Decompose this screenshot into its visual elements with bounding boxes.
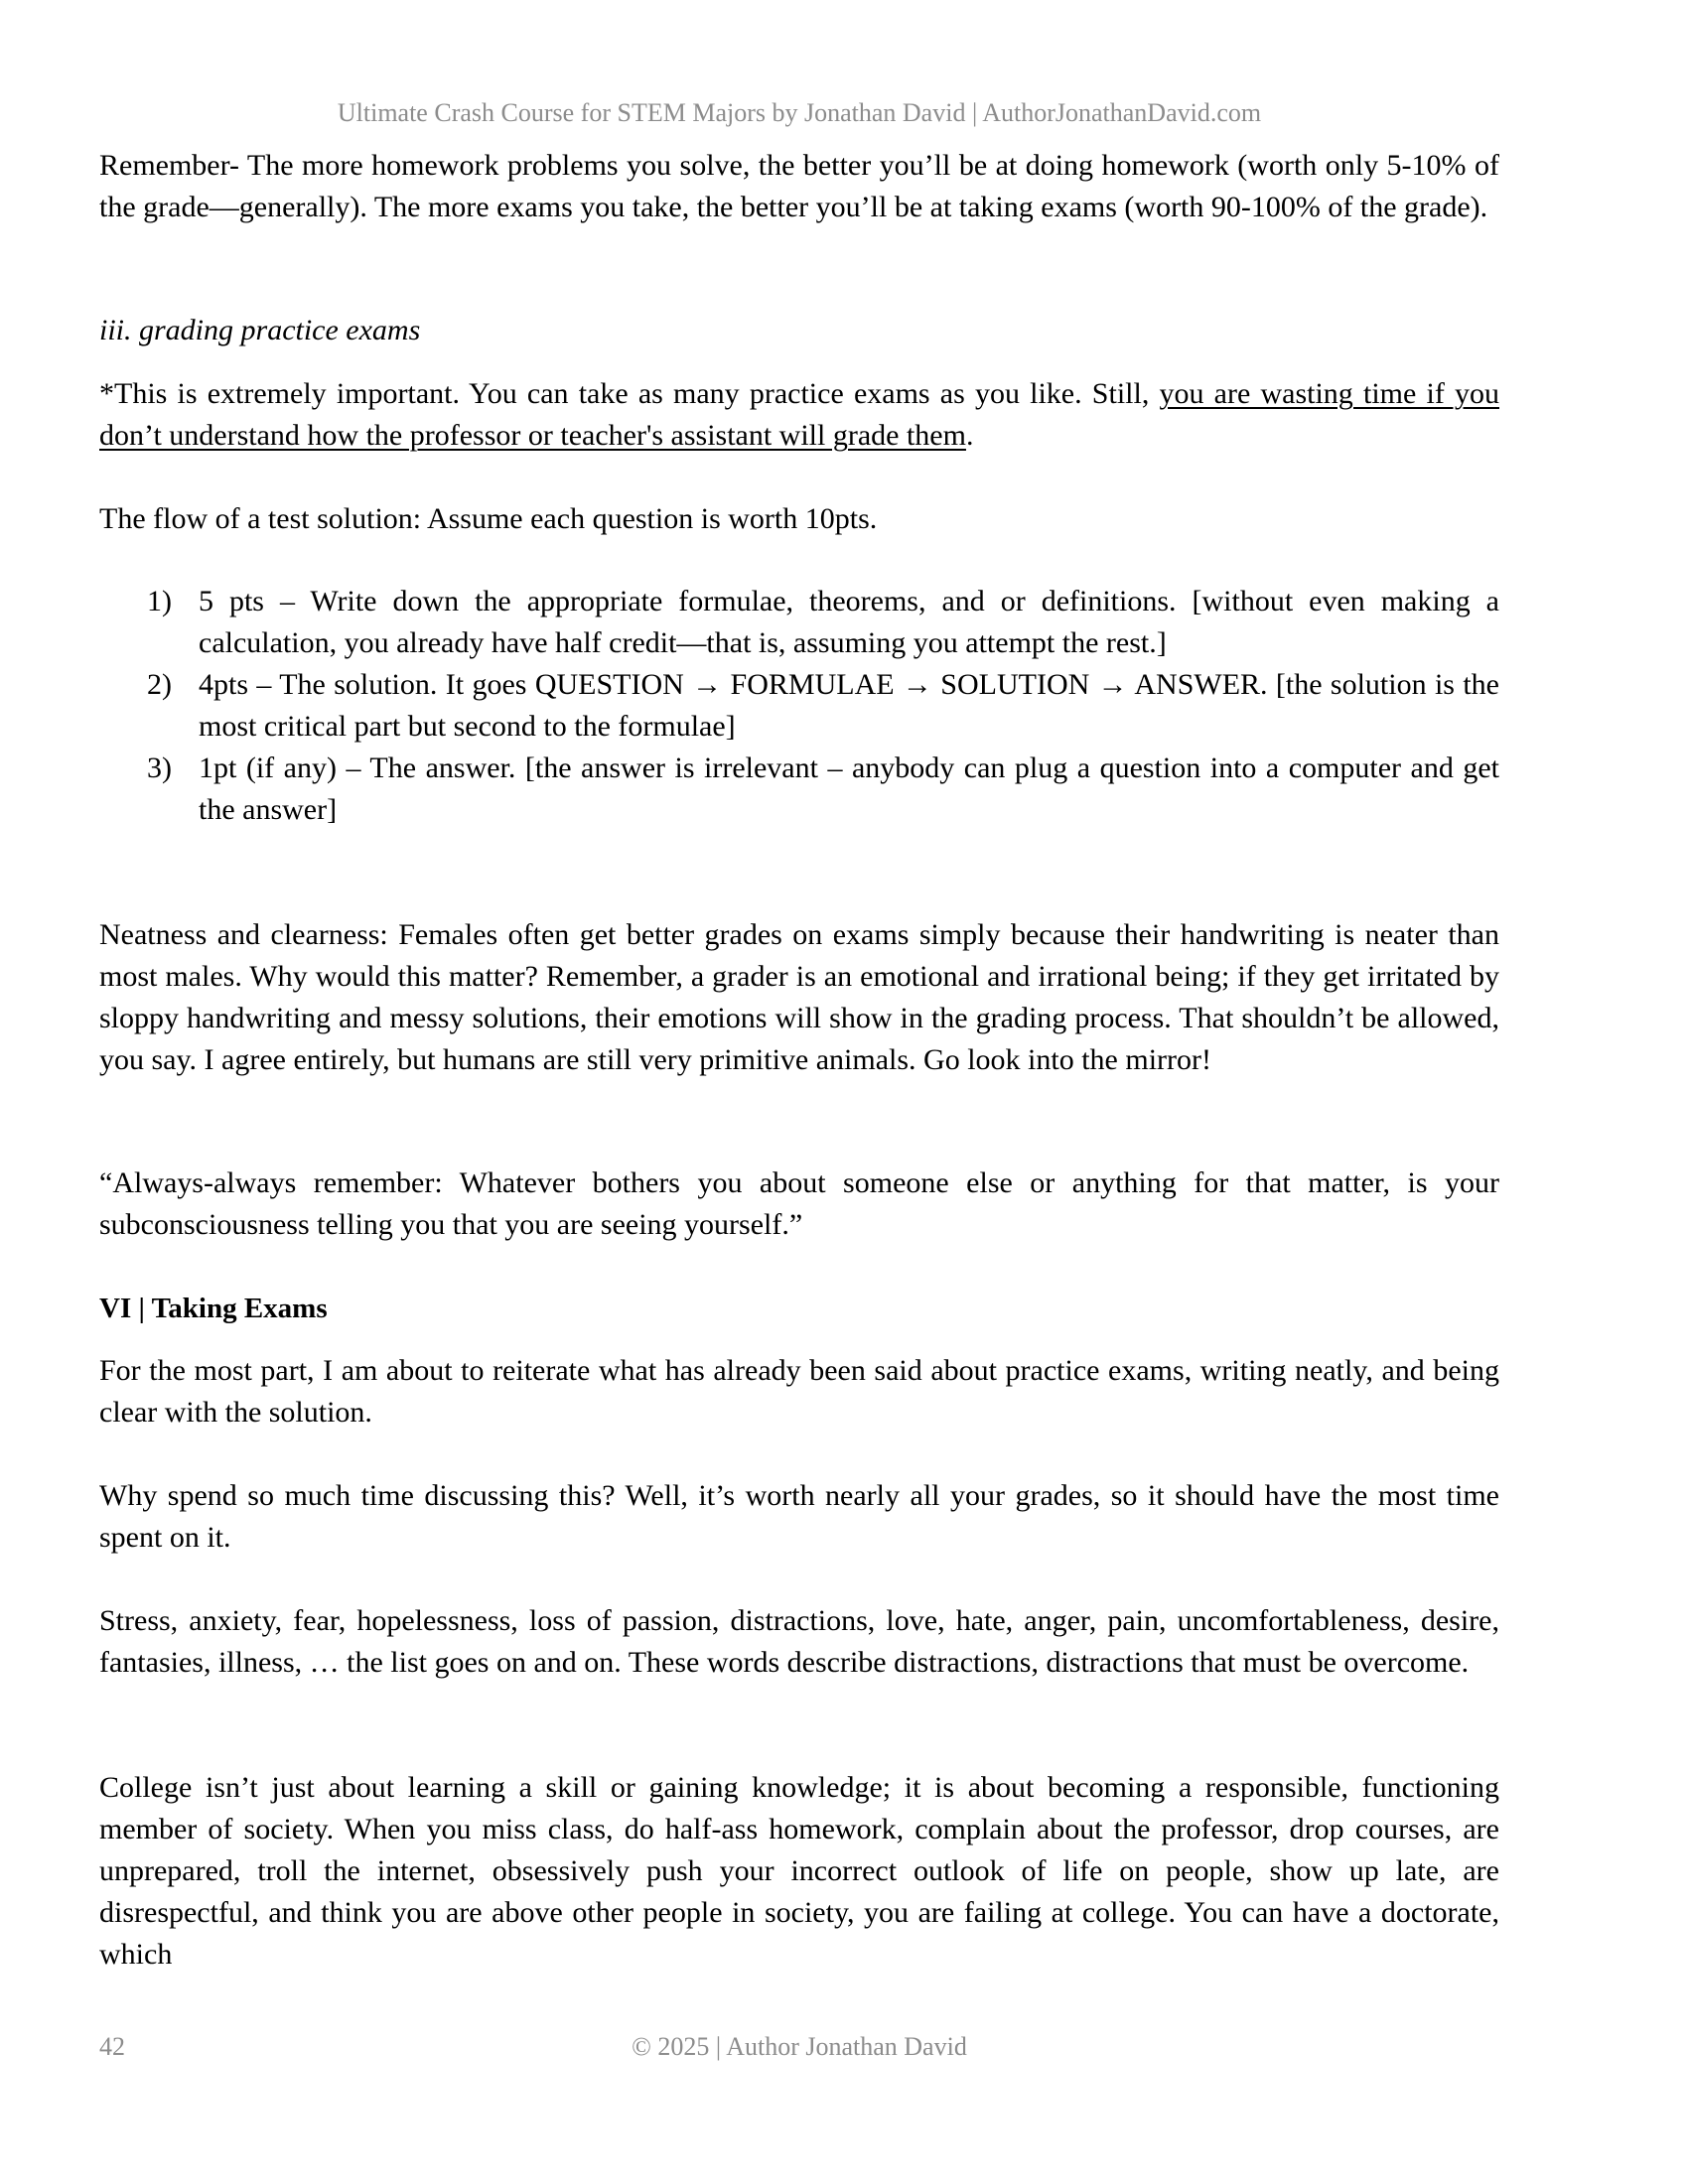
flow-intro: The flow of a test solution: Assume each question is worth 10pts. bbox=[99, 502, 878, 535]
neatness-paragraph bbox=[99, 914, 1499, 1081]
remember-paragraph-text: Remember- The more homework problems you solve, the better you’ll be at doing homework (worth only 5-10% of the grade—generally). The more exams you take, the better you’ll be at taking exams (worth 90-100% of the grade). bbox=[99, 149, 1499, 223]
important-paragraph bbox=[99, 373, 1499, 457]
important-lead: *This is extremely important. You can take as many practice exams as you like. Still, bbox=[99, 377, 1160, 410]
important-underlined: you are wasting time if you don’t understand how the professor or teacher's assistant will grade them bbox=[99, 377, 1499, 452]
list-number: 1) bbox=[147, 585, 172, 617]
page-number: 42 bbox=[99, 2032, 125, 2061]
quote-paragraph bbox=[99, 1162, 1499, 1246]
quote-paragraph-text: “Always-always remember: Whatever bothers you about someone else or anything for that matter, is your subconsciousness telling you that you are seeing yourself.” bbox=[99, 1166, 1499, 1241]
why-paragraph-text: Why spend so much time discussing this? Well, it’s worth nearly all your grades, so it should have the most time spent on it. bbox=[99, 1479, 1499, 1554]
neatness-paragraph-text: Neatness and clearness: Females often get better grades on exams simply because their handwriting is neater than most males. Why would this matter? Remember, a grader is an emotional and irrational being; if they get irritated by sloppy handwriting and messy solutions, their emotions will show in the grading process. That shouldn’t be allowed, you say. I agree entirely, but humans are still very primitive animals. Go look into the mirror! bbox=[99, 918, 1499, 1076]
footer-copyright: © 2025 | Author Jonathan David bbox=[632, 2032, 967, 2061]
list-item bbox=[99, 581, 1499, 664]
subheading-grading-practice-exams: iii. grading practice exams bbox=[99, 314, 421, 346]
stress-paragraph-text: Stress, anxiety, fear, hopelessness, loss of passion, distractions, love, hate, anger, pain, uncomfortableness, desire, fantasies, illness, … the list goes on and on. These words describe distractions, distractions that must be overcome. bbox=[99, 1604, 1499, 1679]
list-text: 5 pts – Write down the appropriate formulae, theorems, and or definitions. [without even making a calculation, you already have half credit—that is, assuming you attempt the rest.] bbox=[199, 585, 1499, 659]
college-paragraph-text: College isn’t just about learning a skill or gaining knowledge; it is about becoming a responsible, functioning member of society. When you miss class, do half-ass homework, complain about the professor, drop courses, are unprepared, troll the internet, obsessively push your incorrect outlook of life on people, show up late, are disrespectful, and think you are above other people in society, you are failing at college. You can have a doctorate, which bbox=[99, 1771, 1499, 1971]
list-text: 4pts – The solution. It goes QUESTION → FORMULAE → SOLUTION → ANSWER. [the solution is the most critical part but second to the formulae] bbox=[199, 668, 1499, 743]
flow-list bbox=[99, 581, 1499, 831]
important-tail: . bbox=[965, 419, 974, 452]
running-header: Ultimate Crash Course for STEM Majors by Jonathan David | AuthorJonathanDavid.com bbox=[337, 98, 1262, 127]
list-number: 2) bbox=[147, 668, 172, 701]
list-item bbox=[99, 664, 1499, 748]
remember-paragraph bbox=[99, 145, 1499, 228]
list-item bbox=[99, 748, 1499, 831]
why-paragraph bbox=[99, 1475, 1499, 1559]
list-text: 1pt (if any) – The answer. [the answer is irrelevant – anybody can plug a question into a computer and get the answer] bbox=[199, 751, 1499, 826]
stress-paragraph bbox=[99, 1600, 1499, 1684]
list-number: 3) bbox=[147, 751, 172, 784]
college-paragraph bbox=[99, 1767, 1499, 1976]
reiterate-paragraph-text: For the most part, I am about to reiterate what has already been said about practice exams, writing neatly, and being clear with the solution. bbox=[99, 1354, 1499, 1429]
reiterate-paragraph bbox=[99, 1350, 1499, 1433]
section-heading-taking-exams: VI | Taking Exams bbox=[99, 1293, 328, 1324]
